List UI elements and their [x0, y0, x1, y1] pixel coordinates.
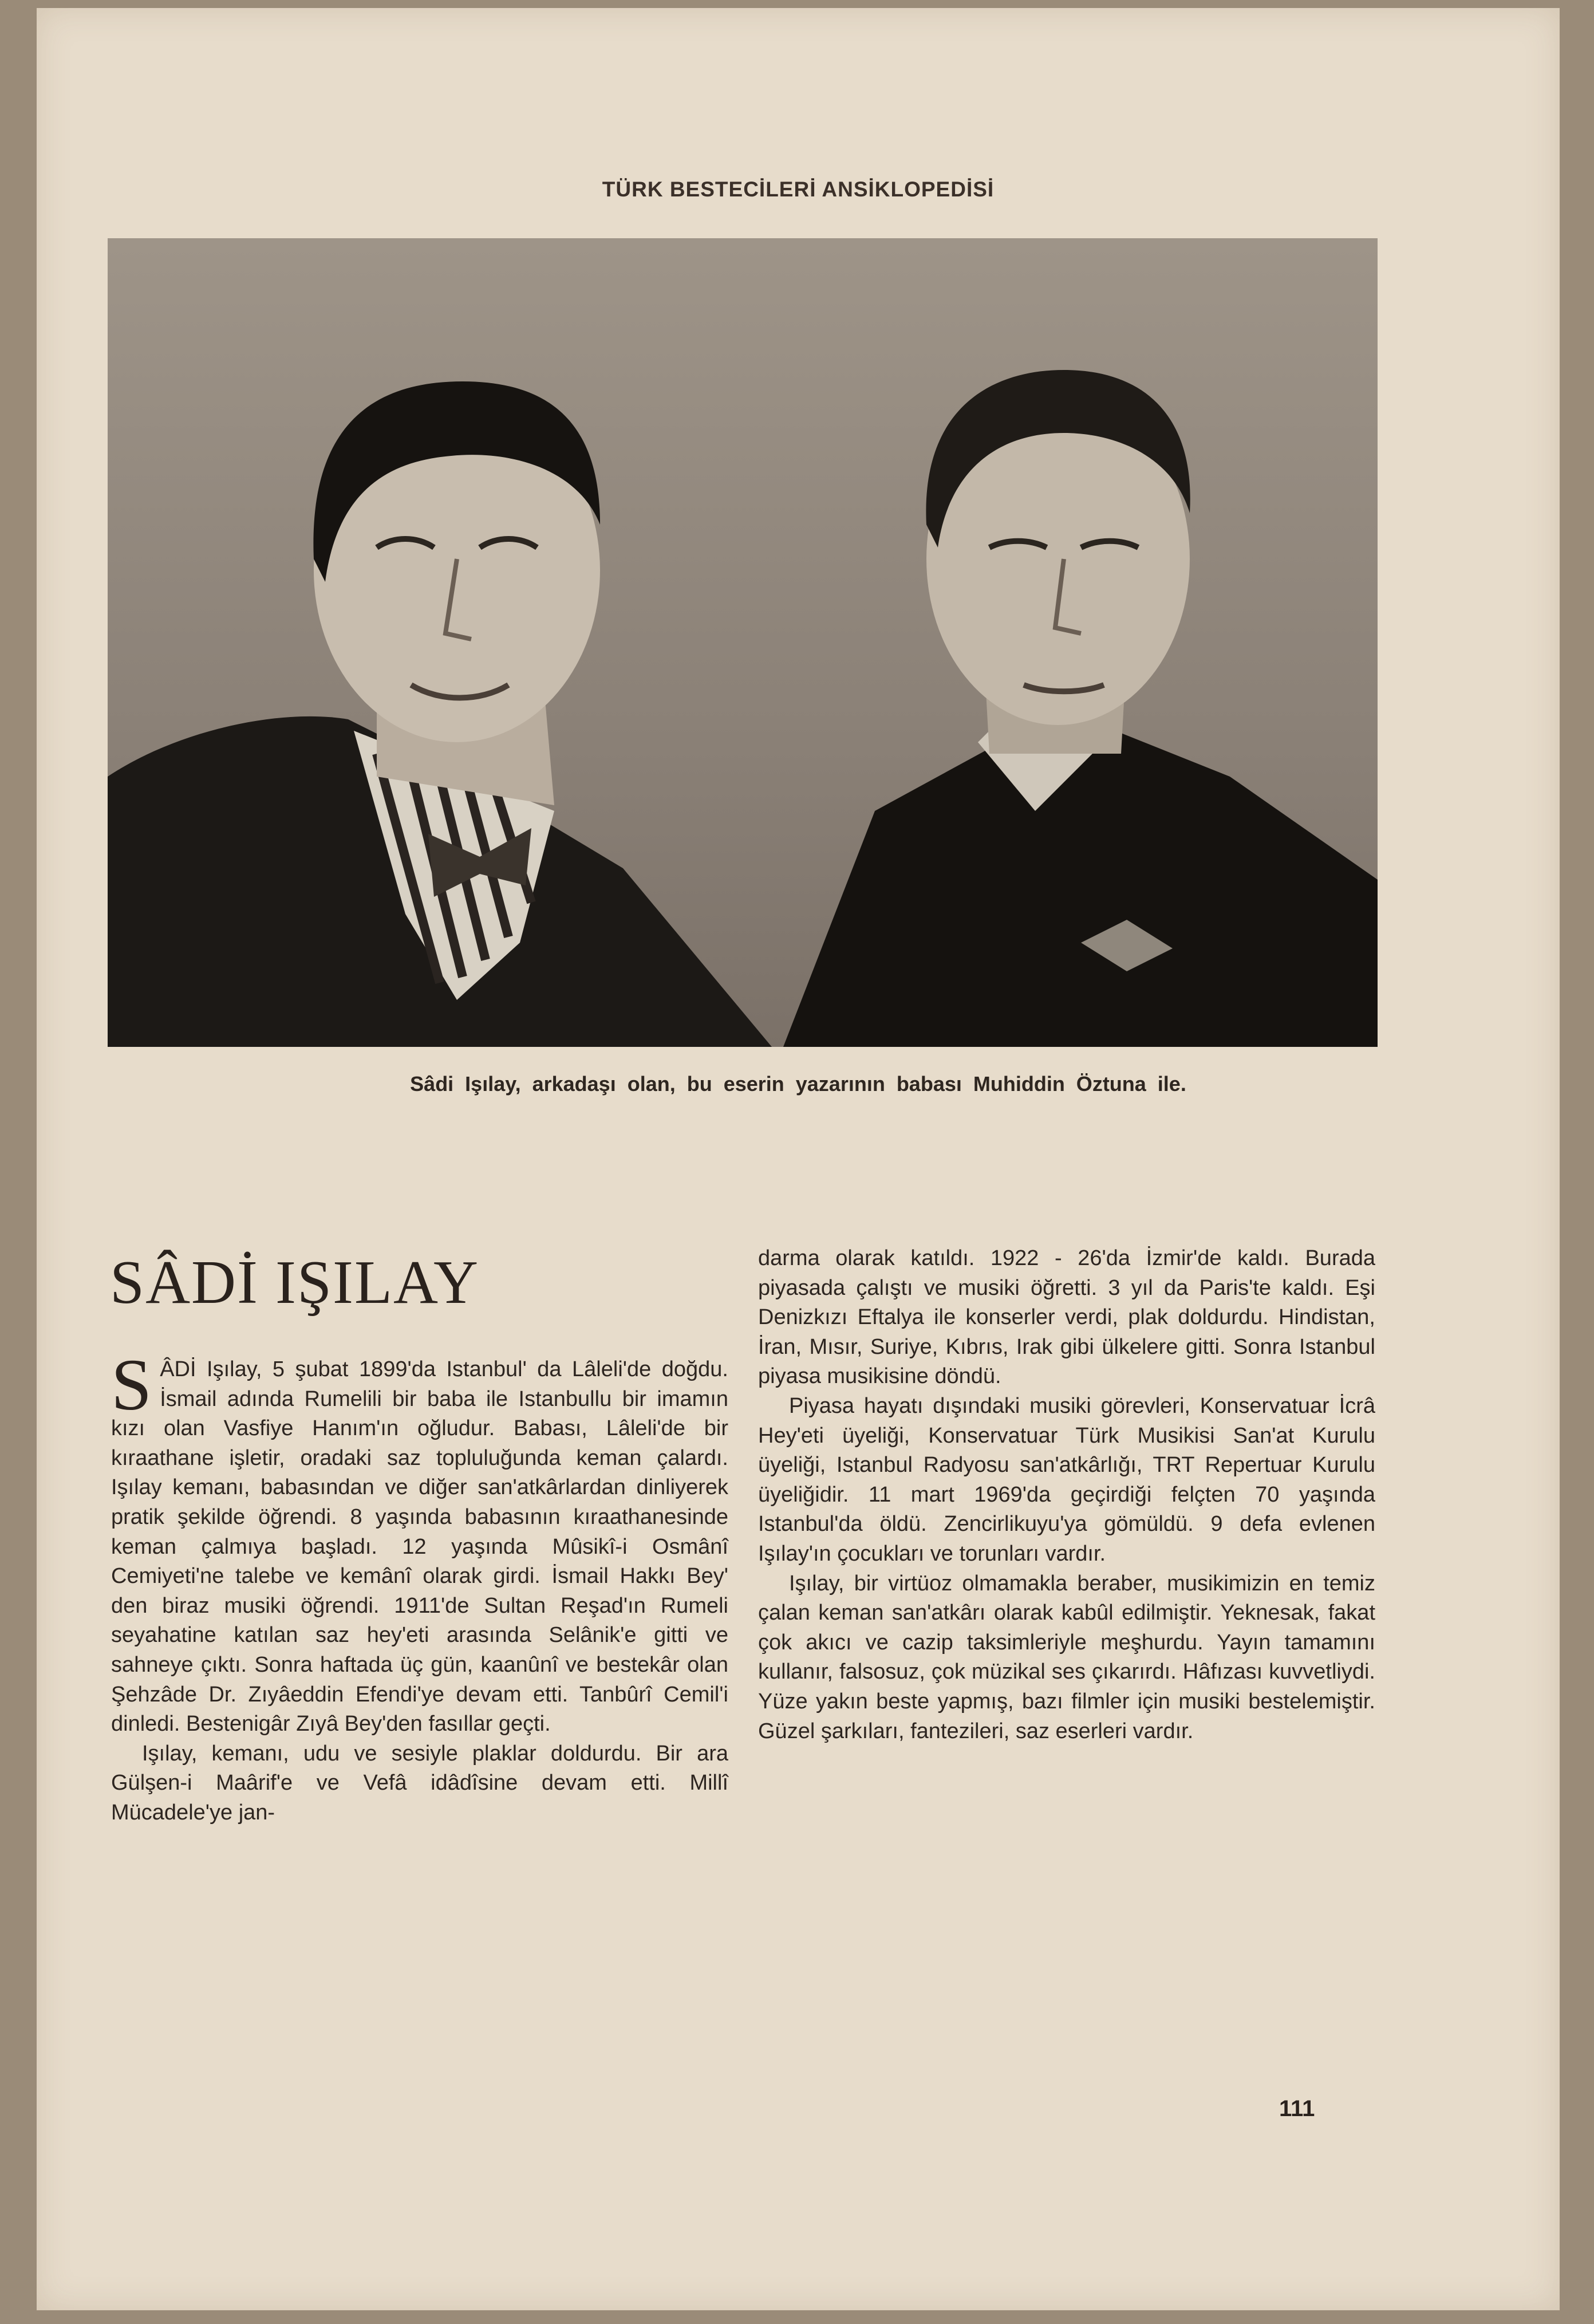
paragraph-1-text: ÂDİ Işılay, 5 şubat 1899'da Istanbul' da Lâleli'de doğdu. İsmail adında Rumelili bir baba ile Istanbullu bir imamın kızı olan Vasfiye Hanım'ın oğludur. Babası, Lâleli'de bir kıraathane işletir, oradaki saz topluluğunda keman çalardı. Işılay kemanı, babasından ve diğer san'atkârlardan dinliyerek pratik şekilde öğrendi. 8 yaşında babasının kıraathanesinde keman çalmıya başladı. 12 yaşında Mûsikî-i Osmânî Cemiyeti'ne talebe ve kemânî olarak girdi. İsmail Hakkı Bey' den biraz musiki öğrendi. 1911'de Sultan Reşad'ın Rumeli seyahatine katılan saz hey'eti arasında Selânik'e gitti ve sahneye çıktı. Sonra haftada üç gün, kaanûnî ve bestekâr olan Şehzâde Dr. Zıyâeddin Efendi'ye devam etti. Tanbûrî Cemil'i dinledi. Bestenigâr Zıyâ Bey'den fasıllar geçti. — [111, 1357, 728, 1736]
paragraph-2: Işılay, kemanı, udu ve sesiyle plaklar doldurdu. Bir ara Gülşen-i Maârif'e ve Vefâ idâdîsine devam etti. Millî Mücadele'ye jan- — [111, 1741, 728, 1825]
article-column-right — [758, 1244, 1375, 1746]
portrait-illustration — [108, 238, 1378, 1047]
page-number: 111 — [1279, 2096, 1315, 2121]
portrait-photo — [108, 238, 1378, 1047]
document-page — [37, 8, 1560, 2310]
article-title: SÂDİ IŞILAY — [110, 1248, 480, 1317]
paragraph-3: Piyasa hayatı dışındaki musiki görevleri, Konservatuar İcrâ Hey'eti üyeliği, Konservatuar Türk Musikisi San'at Kurulu üyeliği, Istanbul Radyosu san'atkârlığı, TRT Repertuar Kurulu üyeliğidir. 11 mart 1969'da geçirdiği felçten 70 yaşında Istanbul'da öldü. Zencirlikuyu'ya gömüldü. 9 defa evlenen Işılay'ın çocukları ve torunları vardır. — [758, 1393, 1375, 1566]
paragraph-2-continued: darma olarak katıldı. 1922 - 26'da İzmir'de kaldı. Burada piyasada çalıştı ve musiki öğretti. 3 yıl da Paris'te kaldı. Eşi Denizkızı Eftalya ile konserler verdi, plak doldurdu. Hindistan, İran, Mısır, Suriye, Kıbrıs, Irak gibi ülkelere gitti. Sonra Istanbul piyasa musikisine döndü. — [758, 1246, 1375, 1389]
paragraph-1 — [111, 1344, 728, 1739]
article-column-left — [111, 1344, 728, 1828]
paragraph-4: Işılay, bir virtüoz olmamakla beraber, musikimizin en temiz çalan keman san'atkârı olarak kabûl edilmiştir. Yeknesak, fakat çok akıcı ve cazip taksimleriyle meşhurdu. Yayın tamamını kullanır, falsosuz, çok müzikal ses çıkarırdı. Hâfızası kuvvetliydi. Yüze yakın beste yapmış, bazı filmler için musiki bestelemiştir. Güzel şarkıları, fantezileri, saz eserleri vardır. — [758, 1571, 1375, 1743]
drop-cap: S — [111, 1344, 152, 1425]
photo-caption: Sâdi Işılay, arkadaşı olan, bu eserin yazarının babası Muhiddin Öztuna ile. — [410, 1072, 1186, 1096]
running-header: TÜRK BESTECİLERİ ANSİKLOPEDİSİ — [602, 178, 995, 201]
